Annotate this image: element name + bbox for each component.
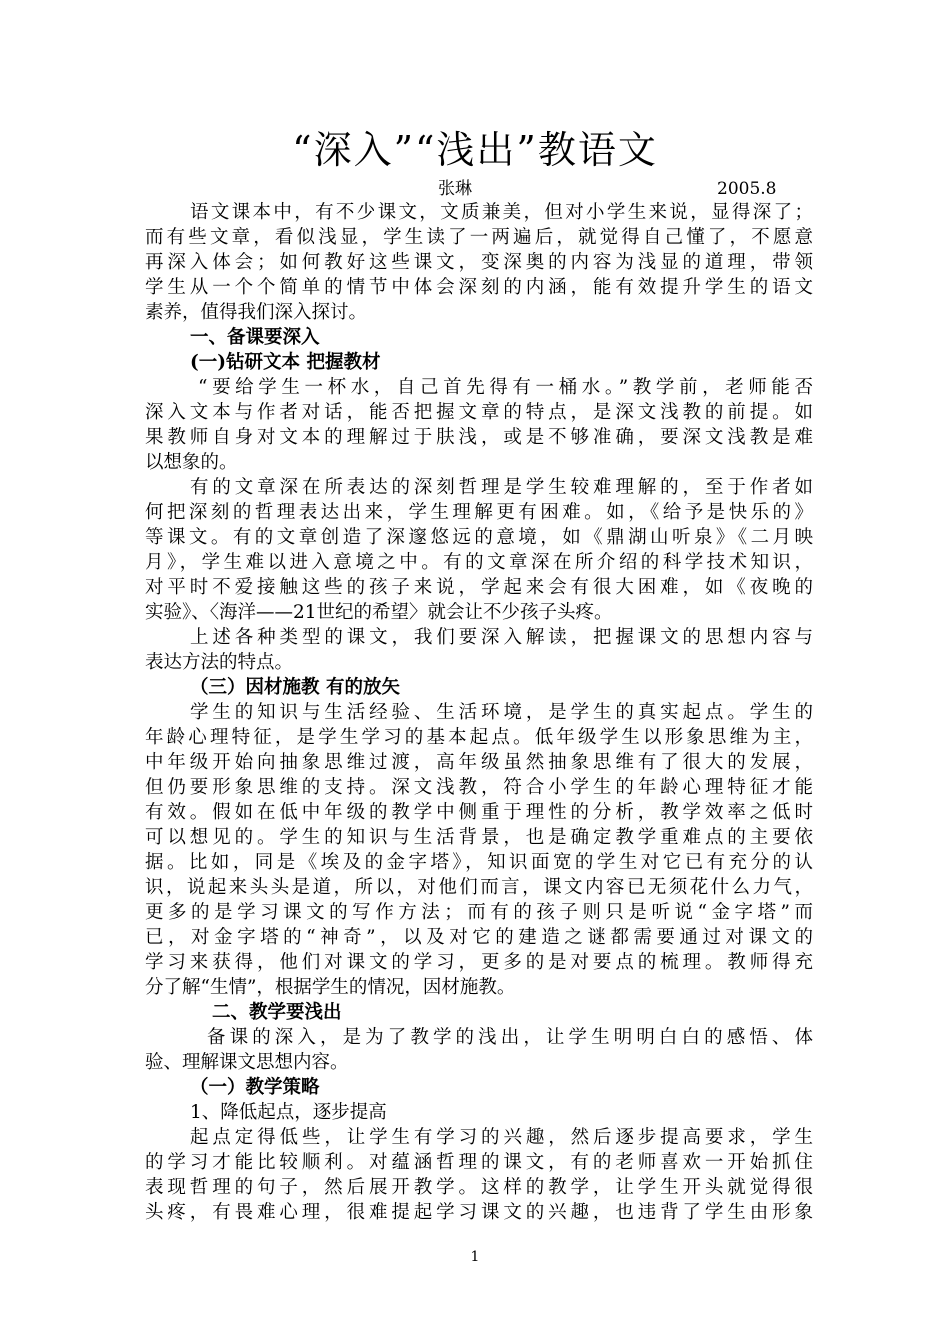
text-line: 中年级开始向抽象思维过渡，高年级虽然抽象思维有了很大的发展， (145, 752, 813, 773)
subsection-heading: （三）因材施教 有的放矢 (190, 677, 400, 698)
document-title: “深入”“浅出”教语文 (292, 128, 658, 172)
text-line: 表达方法的特点。 (145, 652, 294, 673)
section-heading: 二、教学要浅出 (212, 1002, 342, 1023)
text-line: “要给学生一杯水，自己首先得有一桶水。”教学前，老师能否 (198, 377, 813, 398)
text-line: 学生从一个个简单的情节中体会深刻的内涵，能有效提升学生的语文 (145, 277, 813, 298)
text-line: 果教师自身对文本的理解过于肤浅，或是不够准确，要深文浅教是难 (145, 427, 813, 448)
text-line: 学生的知识与生活经验、生活环境，是学生的真实起点。学生的 (190, 702, 813, 723)
text-line: 年龄心理特征，是学生学习的基本起点。低年级学生以形象思维为主， (145, 727, 813, 748)
text-line: 验、理解课文思想内容。 (145, 1052, 349, 1073)
text-line: 的学习才能比较顺利。对蕴涵哲理的课文，有的老师喜欢一开始抓住 (145, 1152, 813, 1173)
text-line: 而有些文章，看似浅显，学生读了一两遍后，就觉得自己懂了，不愿意 (145, 227, 813, 248)
text-line: 实验》、〈海洋——21世纪的希望〉就会让不少孩子头疼。 (145, 602, 613, 623)
text-line: 上述各种类型的课文，我们要深入解读，把握课文的思想内容与 (190, 627, 813, 648)
text-line: 再深入体会；如何教好这些课文，变深奥的内容为浅显的道理，带领 (145, 252, 813, 273)
text-line: 素养，值得我们深入探讨。 (145, 302, 368, 323)
text-line: 备课的深入，是为了教学的浅出，让学生明明白白的感悟、体 (207, 1027, 813, 1048)
text-line: 表现哲理的句子，然后展开教学。这样的教学，让学生开头就觉得很 (145, 1177, 813, 1198)
text-line: 等课文。有的文章创造了深邃悠远的意境，如《鼎湖山听泉》《二月映 (145, 527, 813, 548)
text-line: 可以想见的。学生的知识与生活背景，也是确定教学重难点的主要依 (145, 827, 813, 848)
text-line: 语文课本中，有不少课文，文质兼美，但对小学生来说，显得深了； (190, 202, 813, 223)
page-number: 1 (470, 1249, 480, 1265)
text-line: 有的文章深在所表达的深刻哲理是学生较难理解的，至于作者如 (190, 477, 813, 498)
text-line: 学习来获得，他们对课文的学习，更多的是对要点的梳理。教师得充 (145, 952, 813, 973)
text-line: 有效。假如在低中年级的教学中侧重于理性的分析，教学效率之低时 (145, 802, 813, 823)
text-line: 深入文本与作者对话，能否把握文章的特点，是深文浅教的前提。如 (145, 402, 813, 423)
text-line: 何把深刻的哲理表达出来，学生理解更有困难。如，《给予是快乐的》 (145, 502, 813, 523)
text-line: 但仍要形象思维的支持。深文浅教，符合小学生的年龄心理特征才能 (145, 777, 813, 798)
subsection-heading: (一)钻研文本 把握教材 (190, 352, 381, 373)
text-line: 据。比如，同是《埃及的金字塔》，知识面宽的学生对它已有充分的认 (145, 852, 813, 873)
text-line: 已，对金字塔的“神奇”，以及对它的建造之谜都需要通过对课文的 (145, 927, 813, 948)
text-line: 更多的是学习课文的写作方法；而有的孩子则只是听说“金字塔”而 (145, 902, 813, 923)
point-heading: 1、降低起点，逐步提高 (190, 1102, 387, 1123)
text-line: 起点定得低些，让学生有学习的兴趣，然后逐步提高要求，学生 (190, 1127, 813, 1148)
text-line: 以想象的。 (145, 452, 238, 473)
text-line: 头疼，有畏难心理，很难提起学习课文的兴趣，也违背了学生由形象 (145, 1202, 813, 1223)
text-line: 分了解“生情”，根据学生的情况，因材施教。 (145, 977, 516, 998)
section-heading: 一、备课要深入 (190, 327, 320, 348)
author-name: 张琳 (438, 179, 472, 199)
subsection-heading: （一）教学策略 (190, 1077, 320, 1098)
text-line: 对平时不爱接触这些的孩子来说，学起来会有很大困难，如《夜晚的 (145, 577, 813, 598)
text-line: 月》，学生难以进入意境之中。有的文章深在所介绍的科学技术知识， (145, 552, 813, 573)
document-date: 2005.8 (717, 179, 777, 199)
text-line: 识，说起来头头是道，所以，对他们而言，课文内容已无须花什么力气， (145, 877, 813, 898)
